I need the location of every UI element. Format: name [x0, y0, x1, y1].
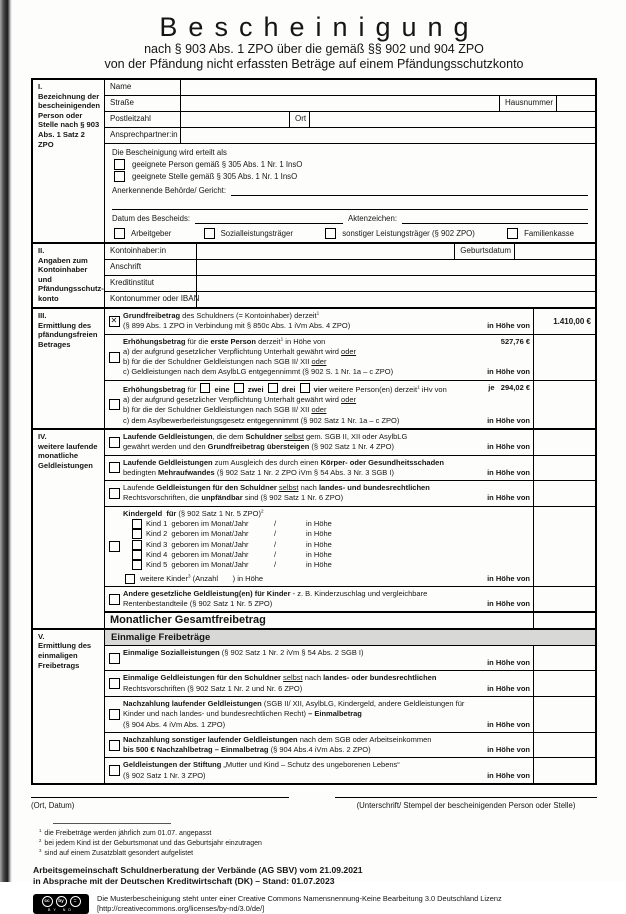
- checkbox-unpfaendbar[interactable]: [109, 488, 120, 499]
- section-3-title: Ermittlung des pfändungsfreien Betrages: [38, 320, 98, 349]
- erhoehung2-b: b) für die der Schuldner Geldleistungen nach SGB II/ XII oder: [123, 405, 327, 415]
- anschrift-label: Anschrift: [105, 260, 197, 275]
- checkbox-sozialleistungstraeger[interactable]: [204, 228, 215, 239]
- erteilt-option-person: [112, 159, 588, 170]
- section-3: [33, 307, 595, 428]
- amount-cell-unpfaendbar[interactable]: [533, 481, 595, 506]
- kind-3-date-separator: /: [274, 539, 277, 549]
- row-nachzahlung-sonstiger: [105, 732, 595, 758]
- traeger-options: [112, 228, 588, 239]
- kind-4-hoehe-label: in Höhe: [306, 549, 332, 559]
- unterschrift-block: [335, 797, 597, 810]
- in-hoehe-von-label: in Höhe von: [487, 321, 530, 331]
- laufende-sgb-line2: gewährt werden und den Grundfreibetrag übersteigen (§ 902 Satz 1 Nr. 4 ZPO): [123, 442, 394, 452]
- erteilt-option-person-label: geeignete Person gemäß § 305 Abs. 1 Nr. 1 InsO: [132, 160, 303, 169]
- traeger-option-sonstiger: [325, 228, 475, 239]
- name-input[interactable]: [181, 80, 595, 95]
- checkbox-kind-2[interactable]: [132, 529, 142, 539]
- checkbox-sonstiger-leistungstraeger[interactable]: [325, 228, 336, 239]
- checkbox-arbeitgeber[interactable]: [114, 228, 125, 239]
- row-koerperschaden: [105, 455, 595, 481]
- kreditinstitut-row: [105, 275, 595, 291]
- kind-2-date-separator: /: [274, 529, 277, 539]
- section-2-title: Angaben zum Kontoinhaber und Pfändungsschutz-konto: [38, 255, 104, 303]
- aktenzeichen-label: Aktenzeichen:: [348, 214, 397, 223]
- section-3-label: [33, 309, 105, 428]
- checkbox-andere-kinder[interactable]: [109, 594, 120, 605]
- section-3-number: III.: [38, 311, 47, 320]
- nachzahlung-laufender-line2: Kinder und nach landes- und bundesrechtlichen Recht) – Einmalbetrag: [123, 709, 362, 719]
- kind-3-hoehe-label: in Höhe: [306, 539, 332, 549]
- section-2: [33, 242, 595, 307]
- footnote-1: $^1$ die Freibeträge werden jährlich zum 01.07. angepasst: [39, 827, 212, 837]
- license-row: [33, 894, 597, 914]
- row-kindergeld: [105, 506, 595, 586]
- checkbox[interactable]: [300, 383, 310, 393]
- form-table: [31, 78, 597, 785]
- kind-2-row: [123, 529, 530, 539]
- in-hoehe-von-label: in Höhe von: [487, 599, 530, 609]
- section-5-label: [33, 630, 105, 783]
- einmalige-geldleistungen-line1: Einmalige Geldleistungen für den Schuldner selbst nach landes- oder bundesrechtlichen: [123, 673, 437, 683]
- cc-nd-equals-icon: =: [70, 896, 81, 907]
- amount-cell-stiftung[interactable]: [533, 758, 595, 783]
- in-hoehe-von-label: in Höhe von: [487, 719, 530, 729]
- amount-cell-einmalige-geldleistungen[interactable]: [533, 671, 595, 696]
- license-line-2: [http://creativecommons.org/licenses/by-nd/3.0/de/]: [97, 903, 265, 913]
- nachzahlung-sonstiger-line1: Nachzahlung sonstiger laufender Geldleistungen nach dem SGB oder Arbeitseinkommen: [123, 734, 432, 744]
- kind-4-date-separator: /: [274, 549, 277, 559]
- kind-1-hoehe-label: in Höhe: [306, 519, 332, 529]
- traeger-option-arbeitgeber: [114, 228, 171, 239]
- behoerde-label: Anerkennende Behörde/ Gericht:: [112, 186, 226, 195]
- organisation-line-1: Arbeitsgemeinschaft Schuldnerberatung der Verbände (AG SBV) vom 21.09.2021: [33, 864, 363, 875]
- checkbox-erhoehung-weitere[interactable]: [109, 399, 120, 410]
- kind-5-date-separator: /: [274, 560, 277, 570]
- cc-by-nd-badge: [33, 894, 89, 914]
- ansprechpartner-label: Ansprechpartner:in: [105, 128, 181, 143]
- ort-datum-block: [31, 797, 289, 810]
- cc-icon: cc: [42, 896, 53, 907]
- kontoinhaber-input[interactable]: [197, 244, 455, 259]
- datum-bescheid-input-line[interactable]: [195, 213, 343, 224]
- einmalige-sozialleistungen-line1: Einmalige Sozialleistungen (§ 902 Satz 1 Nr. 2 iVm § 54 Abs. 2 SGB I): [123, 647, 364, 657]
- in-hoehe-von-label: in Höhe von: [487, 658, 530, 668]
- signature-area: [31, 797, 597, 810]
- koerperschaden-line2: bedingten Mehraufwandes (§ 902 Satz 1 Nr. 2 ZPO iVm § 54 Abs. 3 Nr. 3 SGB I): [123, 467, 394, 477]
- cc-by-person-icon: by: [56, 896, 67, 907]
- row-einmalige-sozialleistungen: [105, 645, 595, 671]
- erhoehung2-betrag: je 294,02 €: [488, 382, 530, 392]
- amount-cell-grundfreibetrag[interactable]: 1.410,00 €: [533, 309, 595, 334]
- erhoehung1-text: Erhöhungsbetrag für die erste Person derzeit$^1$ in Höhe von: [123, 336, 326, 346]
- erteilt-block: [105, 143, 595, 242]
- datum-bescheid-label: Datum des Bescheids:: [112, 214, 191, 223]
- kind-1-label: Kind 1 geboren im Monat/Jahr: [146, 519, 249, 529]
- row-grundfreibetrag: [105, 309, 595, 334]
- checkbox-grundfreibetrag[interactable]: [109, 316, 120, 327]
- erhoehung1-a: a) der aufgrund gesetzlicher Verpflichtung Unterhalt gewährt wird oder: [123, 346, 357, 356]
- amount-cell-erhoehung2[interactable]: [533, 381, 595, 428]
- section-5-title: Ermittlung des einmaligen Freibetrags: [38, 641, 92, 670]
- erhoehung2-a: a) der aufgrund gesetzlicher Verpflichtung Unterhalt gewährt wird oder: [123, 395, 357, 405]
- in-hoehe-von-label: in Höhe von: [487, 493, 530, 503]
- checkbox[interactable]: [234, 383, 244, 393]
- footnote-divider: [53, 823, 171, 824]
- checkbox-geeignete-person[interactable]: [114, 159, 125, 170]
- kind-5-row: [123, 560, 530, 570]
- laufende-sgb-line1: Laufende Geldleistungen, die dem Schuldner selbst gem. SGB II, XII oder AsylbLG: [123, 431, 408, 441]
- row-einmalige-geldleistungen: [105, 670, 595, 696]
- checkbox-nachzahlung-laufender[interactable]: [109, 709, 120, 720]
- section-1-label: [33, 80, 105, 242]
- hausnummer-label: Hausnummer: [500, 96, 557, 111]
- section-2-number: II.: [38, 246, 45, 255]
- scan-edge-artifact: [0, 0, 12, 882]
- amount-cell-laufende-sgb[interactable]: [533, 430, 595, 455]
- row-erhoehung-weitere-personen: [105, 380, 595, 428]
- amount-cell-andere-kinder[interactable]: [533, 587, 595, 612]
- amount-cell-gesamtfreibetrag[interactable]: [533, 613, 595, 627]
- anschrift-row: [105, 259, 595, 275]
- checkbox-stiftung-mutter-kind[interactable]: [109, 765, 120, 776]
- unpfaendbar-line1: Laufende Geldleistungen für den Schuldner selbst nach landes- und bundesrechtlichen: [123, 483, 430, 493]
- grundfreibetrag-text: Grundfreibetrag des Schuldners (= Kontoinhaber) derzeit$^1$: [123, 310, 320, 320]
- geburtsdatum-input[interactable]: [515, 244, 595, 259]
- behoerde-input-line-2[interactable]: [112, 199, 588, 210]
- aktenzeichen-input-line[interactable]: [402, 213, 588, 224]
- traeger-option-familienkasse: [507, 228, 574, 239]
- kind-4-row: [123, 550, 530, 560]
- grundfreibetrag-paragraph: (§ 899 Abs. 1 ZPO in Verbindung mit § 850c Abs. 1 iVm Abs. 4 ZPO): [123, 321, 351, 331]
- kontonummer-row: [105, 291, 595, 307]
- unterschrift-label: (Unterschrift/ Stempel der bescheinigenden Person oder Stelle): [356, 800, 576, 810]
- section-4-label: [33, 430, 105, 628]
- in-hoehe-von-label: in Höhe von: [487, 683, 530, 693]
- checkbox-familienkasse[interactable]: [507, 228, 518, 239]
- row-nachzahlung-laufender: [105, 696, 595, 732]
- erteilt-option-stelle: [112, 171, 588, 182]
- amount-cell-nachzahlung-sonstiger[interactable]: [533, 733, 595, 758]
- checkbox-geeignete-stelle[interactable]: [114, 171, 125, 182]
- checkbox-nachzahlung-sonstiger[interactable]: [109, 740, 120, 751]
- plz-row: [105, 111, 595, 127]
- traeger-sozialleistungstraeger-label: Sozialleistungsträger: [220, 229, 293, 238]
- erhoehung2-text: Erhöhungsbetrag für eine zwei drei vier weitere Person(en) derzeit$^1$ iHv von: [123, 384, 447, 394]
- ansprechpartner-input[interactable]: [181, 128, 595, 143]
- in-hoehe-von-label: in Höhe von: [487, 467, 530, 477]
- behoerde-input-line[interactable]: [231, 185, 588, 196]
- kontoinhaber-label: Kontoinhaber:in: [105, 244, 197, 259]
- amount-cell-einmalige-sozialleistungen[interactable]: [533, 646, 595, 671]
- ansprechpartner-row: [105, 127, 595, 143]
- row-unpfaendbar: [105, 480, 595, 506]
- kind-2-hoehe-label: in Höhe: [306, 529, 332, 539]
- section-4: [33, 428, 595, 628]
- kontoinhaber-row: [105, 244, 595, 259]
- checkbox-erhoehung-erste-person[interactable]: [109, 352, 120, 363]
- in-hoehe-von-label: in Höhe von: [487, 745, 530, 755]
- footnote-3: $^3$ sind auf einem Zusatzblatt gesondert aufgelistet: [39, 847, 194, 857]
- erhoehung1-c: c) Geldleistungen nach dem AsylbLG entgegennimmt (§ 902 S. 1 Nr. 1a – c ZPO): [123, 367, 394, 377]
- checkbox-kind-5[interactable]: [132, 560, 142, 570]
- nachzahlung-laufender-line3: (§ 904 Abs. 4 iVm Abs. 1 ZPO): [123, 719, 226, 729]
- geburtsdatum-label: Geburtsdatum: [455, 244, 515, 259]
- license-text: [97, 894, 502, 914]
- amount-cell-nachzahlung-laufender[interactable]: [533, 697, 595, 732]
- ort-label: Ort: [290, 112, 310, 127]
- checkbox-laufende-sgb[interactable]: [109, 437, 120, 448]
- checkbox-kind-4[interactable]: [132, 550, 142, 560]
- kindergeld-heading: Kindergeld für (§ 902 Satz 1 Nr. 5 ZPO)$^2$: [123, 508, 264, 518]
- checkbox-weitere-kinder[interactable]: [125, 574, 135, 584]
- nachzahlung-sonstiger-line2: bis 500 € Nachzahlbetrag – Einmalbetrag (§ 904 Abs.4 iVm Abs. 2 ZPO): [123, 745, 371, 755]
- unpfaendbar-line2: Rechtsvorschriften, die unpfändbar sind (§ 902 Satz 1 Nr. 6 ZPO): [123, 493, 344, 503]
- in-hoehe-von-label: in Höhe von: [487, 442, 530, 452]
- row-erhoehung-erste-person: [105, 334, 595, 380]
- kontonummer-label: Kontonummer oder IBAN: [105, 292, 197, 307]
- section-1: [33, 80, 595, 242]
- strasse-label: Straße: [105, 96, 181, 111]
- ort-datum-label: (Ort, Datum): [31, 800, 75, 810]
- cc-badge-sublabel: BY ND: [48, 907, 74, 912]
- in-hoehe-von-label: in Höhe von: [487, 573, 530, 583]
- section-4-title: weitere laufende monatliche Geldleistungen: [38, 441, 98, 470]
- organisation-line-2: in Absprache mit der Deutschen Kreditwirtschaft (DK) – Stand: 01.07.2023: [33, 875, 335, 886]
- row-stiftung-mutter-kind: [105, 757, 595, 783]
- strasse-row: [105, 95, 595, 111]
- plz-label: Postleitzahl: [105, 112, 181, 127]
- form-subtitle-2: von der Pfändung nicht erfassten Beträge auf einem Pfändungsschutzkonto: [104, 57, 524, 71]
- license-line-1: Die Musterbescheinigung steht unter einer Creative Commons Namensnennung-Keine Bearbeitung 3.0 Deutschland Lizenz: [97, 893, 502, 903]
- checkbox[interactable]: [268, 383, 278, 393]
- section-1-number: I.: [38, 82, 43, 91]
- anschrift-input[interactable]: [197, 260, 595, 275]
- kind-5-hoehe-label: in Höhe: [306, 560, 332, 570]
- koerperschaden-line1: Laufende Geldleistungen zum Ausgleich des durch einen Körper- oder Gesundheitsschaden: [123, 457, 444, 467]
- section-1-title: Bezeichnung der bescheinigenden Person oder Stelle nach § 903 Abs. 1 Satz 2 ZPO: [38, 91, 101, 149]
- row-laufende-sgb: [105, 430, 595, 455]
- kind-3-label: Kind 3 geboren im Monat/Jahr: [146, 539, 249, 549]
- kind-1-row: [123, 519, 530, 529]
- erhoehung1-b: b) für die der Schuldner Geldleistungen nach SGB II/ XII oder: [123, 357, 327, 367]
- traeger-option-sozialleistungstraeger: [204, 228, 293, 239]
- amount-cell-koerperschaden[interactable]: [533, 456, 595, 481]
- kind-1-date-separator: /: [274, 519, 277, 529]
- amount-cell-kindergeld[interactable]: [533, 507, 595, 586]
- weitere-kinder-label: weitere Kinder$^3$ (Anzahl ) in Höhe: [140, 573, 264, 583]
- kind-5-label: Kind 5 geboren im Monat/Jahr: [146, 560, 249, 570]
- erhoehung2-c: c) dem Asylbewerberleistungsgesetz entgegennimmt (§ 902 Satz 1 Nr. 1a – c ZPO): [123, 415, 400, 425]
- section-2-label: [33, 244, 105, 307]
- form-title: Bescheinigung: [159, 12, 480, 42]
- traeger-sonstiger-label: sonstiger Leistungsträger (§ 902 ZPO): [342, 229, 475, 238]
- checkbox-einmalige-sozialleistungen[interactable]: [109, 653, 120, 664]
- gesamtfreibetrag-label: Monatlicher Gesamtfreibetrag: [110, 614, 266, 627]
- checkbox-einmalige-geldleistungen[interactable]: [109, 678, 120, 689]
- plz-input[interactable]: [181, 112, 290, 127]
- einmalige-freibetraege-header: Einmalige Freibeträge: [105, 630, 595, 645]
- nachzahlung-laufender-line1: Nachzahlung laufender Geldleistungen (SGB II/ XII, AsylbLG, Kindergeld, andere Geldleistungen für: [123, 698, 465, 708]
- section-5: [33, 628, 595, 783]
- stiftung-line2: (§ 902 Satz 1 Nr. 3 ZPO): [123, 770, 206, 780]
- erteilt-option-stelle-label: geeignete Stelle gemäß § 305 Abs. 1 Nr. 1 InsO: [132, 172, 298, 181]
- stiftung-line1: Geldleistungen der Stiftung „Mutter und Kind – Schutz des ungeborenen Lebens“: [123, 760, 400, 770]
- in-hoehe-von-label: in Höhe von: [487, 770, 530, 780]
- hausnummer-input[interactable]: [557, 96, 595, 111]
- row-monatlicher-gesamtfreibetrag: [105, 611, 595, 627]
- kreditinstitut-label: Kreditinstitut: [105, 276, 197, 291]
- organisation-credit: [33, 865, 597, 887]
- einmalige-geldleistungen-line2: Rechtsvorschriften (§ 902 Satz 1 Nr. 2 und Nr. 6 ZPO): [123, 683, 303, 693]
- kreditinstitut-input[interactable]: [197, 276, 595, 291]
- kontonummer-input[interactable]: [197, 292, 595, 307]
- name-label: Name: [105, 80, 181, 95]
- section-4-number: IV.: [38, 431, 47, 441]
- checkbox-kindergeld[interactable]: [109, 541, 120, 552]
- ort-input[interactable]: [310, 112, 595, 127]
- in-hoehe-von-label: in Höhe von: [487, 367, 530, 377]
- andere-kinder-line2: Rentenbestandteile (§ 902 Satz 1 Nr. 5 ZPO): [123, 599, 273, 609]
- checkbox-kind-3[interactable]: [132, 540, 142, 550]
- kind-2-label: Kind 2 geboren im Monat/Jahr: [146, 529, 249, 539]
- checkbox[interactable]: [200, 383, 210, 393]
- strasse-input[interactable]: [181, 96, 500, 111]
- erhoehung1-betrag: 527,76 €: [500, 336, 530, 346]
- footnotes: [39, 823, 597, 859]
- traeger-arbeitgeber-label: Arbeitgeber: [131, 229, 172, 238]
- traeger-familienkasse-label: Familienkasse: [524, 229, 574, 238]
- row-andere-geldleistungen-kinder: [105, 586, 595, 612]
- section-5-number: V.: [38, 631, 45, 641]
- andere-kinder-line1: Andere gesetzliche Geldleistung(en) für Kinder - z. B. Kinderzuschlag und vergleichbare: [123, 588, 428, 598]
- footnote-2: $^2$ bei jedem Kind ist der Geburtsmonat und das Geburtsjahr einzutragen: [39, 837, 262, 847]
- kind-4-label: Kind 4 geboren im Monat/Jahr: [146, 549, 249, 559]
- amount-cell-erhoehung1[interactable]: [533, 335, 595, 380]
- form-subtitle-1: nach § 903 Abs. 1 ZPO über die gemäß §§ 902 und 904 ZPO: [144, 42, 484, 56]
- checkbox-kind-1[interactable]: [132, 519, 142, 529]
- kind-3-row: [123, 540, 530, 550]
- in-hoehe-von-label: in Höhe von: [487, 415, 530, 425]
- erteilt-heading: Die Bescheinigung wird erteilt als: [112, 148, 227, 157]
- name-row: [105, 80, 595, 95]
- checkbox-koerperschaden[interactable]: [109, 462, 120, 473]
